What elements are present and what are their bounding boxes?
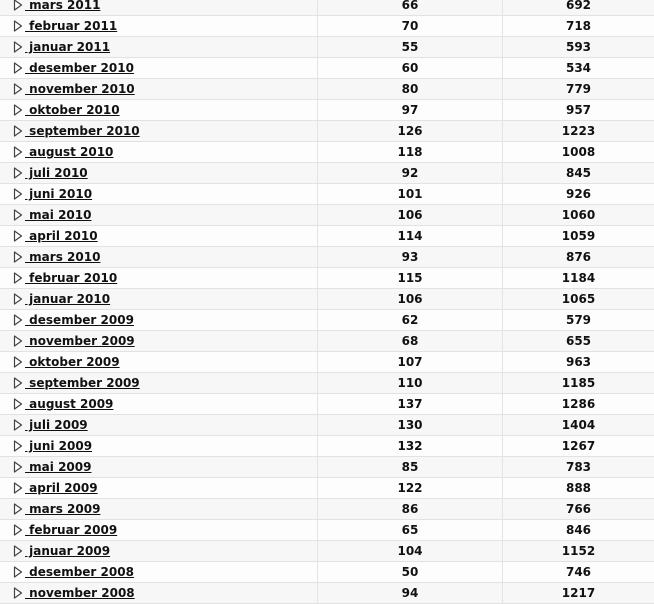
month-link[interactable]: mai 2009 xyxy=(25,460,92,474)
month-link[interactable]: april 2009 xyxy=(25,481,98,495)
month-cell[interactable] xyxy=(0,331,318,351)
views-cell xyxy=(503,478,654,498)
views-value: 1217 xyxy=(561,586,596,600)
views-cell xyxy=(503,121,654,141)
month-cell[interactable] xyxy=(0,205,318,225)
visits-cell xyxy=(318,37,503,57)
visits-value: 92 xyxy=(401,166,419,180)
triangle-right-icon[interactable] xyxy=(13,251,23,263)
table-row xyxy=(0,499,654,520)
visits-value: 62 xyxy=(401,313,419,327)
month-cell[interactable] xyxy=(0,184,318,204)
triangle-right-icon[interactable] xyxy=(13,314,23,326)
views-cell xyxy=(503,205,654,225)
visits-value: 50 xyxy=(401,565,419,579)
month-cell[interactable] xyxy=(0,583,318,603)
month-cell[interactable] xyxy=(0,163,318,183)
views-value: 779 xyxy=(565,82,592,96)
views-value: 534 xyxy=(565,61,592,75)
month-link[interactable]: september 2009 xyxy=(25,376,140,390)
visits-value: 97 xyxy=(401,103,419,117)
visits-cell xyxy=(318,499,503,519)
table-row xyxy=(0,310,654,331)
views-cell xyxy=(503,520,654,540)
month-link[interactable]: juli 2009 xyxy=(25,418,88,432)
month-link[interactable]: august 2010 xyxy=(25,145,114,159)
triangle-right-icon[interactable] xyxy=(13,0,23,11)
triangle-right-icon[interactable] xyxy=(13,482,23,494)
visits-cell xyxy=(318,436,503,456)
views-cell xyxy=(503,436,654,456)
table-row xyxy=(0,520,654,541)
table-row xyxy=(0,457,654,478)
views-value: 1065 xyxy=(561,292,596,306)
visits-cell xyxy=(318,457,503,477)
table-row xyxy=(0,58,654,79)
month-cell[interactable] xyxy=(0,16,318,36)
table-row xyxy=(0,415,654,436)
triangle-right-icon[interactable] xyxy=(13,209,23,221)
triangle-right-icon[interactable] xyxy=(13,41,23,53)
views-value: 957 xyxy=(565,103,592,117)
visits-cell xyxy=(318,16,503,36)
month-link[interactable]: februar 2010 xyxy=(25,271,118,285)
visits-value: 110 xyxy=(397,376,423,390)
triangle-right-icon[interactable] xyxy=(13,545,23,557)
visits-cell xyxy=(318,226,503,246)
views-value: 1185 xyxy=(561,376,596,390)
triangle-right-icon[interactable] xyxy=(13,293,23,305)
table-row xyxy=(0,373,654,394)
visits-cell xyxy=(318,121,503,141)
views-cell xyxy=(503,541,654,561)
table-row xyxy=(0,247,654,268)
visits-cell xyxy=(318,310,503,330)
views-cell xyxy=(503,163,654,183)
month-link[interactable]: september 2010 xyxy=(25,124,140,138)
visits-cell xyxy=(318,79,503,99)
visits-value: 80 xyxy=(401,82,419,96)
views-cell xyxy=(503,268,654,288)
triangle-right-icon[interactable] xyxy=(13,20,23,32)
visits-cell xyxy=(318,373,503,393)
table-row xyxy=(0,226,654,247)
views-value: 926 xyxy=(565,187,592,201)
views-value: 1267 xyxy=(561,439,596,453)
month-link[interactable]: juni 2010 xyxy=(25,187,93,201)
visits-value: 86 xyxy=(401,502,419,516)
table-row xyxy=(0,100,654,121)
table-row xyxy=(0,268,654,289)
visits-value: 137 xyxy=(397,397,423,411)
table-row xyxy=(0,205,654,226)
month-link[interactable]: april 2010 xyxy=(25,229,98,243)
month-link[interactable]: august 2009 xyxy=(25,397,114,411)
views-value: 963 xyxy=(565,355,592,369)
triangle-right-icon[interactable] xyxy=(13,524,23,536)
views-cell xyxy=(503,310,654,330)
views-cell xyxy=(503,499,654,519)
month-link[interactable]: desember 2010 xyxy=(25,61,134,75)
triangle-right-icon[interactable] xyxy=(13,188,23,200)
table-row xyxy=(0,184,654,205)
views-cell xyxy=(503,0,654,15)
views-cell xyxy=(503,562,654,582)
views-value: 1184 xyxy=(561,271,596,285)
visits-value: 70 xyxy=(401,19,419,33)
visits-value: 122 xyxy=(397,481,423,495)
visits-cell xyxy=(318,352,503,372)
table-row xyxy=(0,541,654,562)
month-link[interactable]: mars 2010 xyxy=(25,250,101,264)
triangle-right-icon[interactable] xyxy=(13,440,23,452)
triangle-right-icon[interactable] xyxy=(13,146,23,158)
views-value: 579 xyxy=(565,313,592,327)
views-value: 783 xyxy=(565,460,592,474)
visits-value: 118 xyxy=(397,145,423,159)
visits-cell xyxy=(318,415,503,435)
views-value: 888 xyxy=(565,481,592,495)
visits-cell xyxy=(318,184,503,204)
visits-value: 106 xyxy=(397,292,423,306)
visits-cell xyxy=(318,289,503,309)
visits-value: 130 xyxy=(397,418,423,432)
month-cell[interactable] xyxy=(0,457,318,477)
month-link[interactable]: juni 2009 xyxy=(25,439,93,453)
month-cell[interactable] xyxy=(0,541,318,561)
month-link[interactable]: mars 2009 xyxy=(25,502,101,516)
month-cell[interactable] xyxy=(0,247,318,267)
visits-value: 107 xyxy=(397,355,423,369)
triangle-right-icon[interactable] xyxy=(13,104,23,116)
visits-cell xyxy=(318,58,503,78)
month-link[interactable]: januar 2011 xyxy=(25,40,111,54)
views-value: 1060 xyxy=(561,208,596,222)
table-row xyxy=(0,583,654,604)
month-link[interactable]: oktober 2009 xyxy=(25,355,120,369)
visits-value: 65 xyxy=(401,523,419,537)
views-value: 876 xyxy=(565,250,592,264)
month-link[interactable]: november 2010 xyxy=(25,82,135,96)
visits-value: 55 xyxy=(401,40,419,54)
visits-value: 93 xyxy=(401,250,419,264)
table-row xyxy=(0,289,654,310)
visits-value: 106 xyxy=(397,208,423,222)
visits-value: 114 xyxy=(397,229,423,243)
triangle-right-icon[interactable] xyxy=(13,167,23,179)
table-row xyxy=(0,562,654,583)
visits-value: 126 xyxy=(397,124,423,138)
views-value: 1223 xyxy=(561,124,596,138)
month-link[interactable]: juli 2010 xyxy=(25,166,88,180)
triangle-right-icon[interactable] xyxy=(13,503,23,515)
month-link[interactable]: desember 2009 xyxy=(25,313,134,327)
visits-value: 60 xyxy=(401,61,419,75)
month-cell[interactable] xyxy=(0,226,318,246)
month-cell[interactable] xyxy=(0,415,318,435)
month-link[interactable]: februar 2009 xyxy=(25,523,118,537)
month-cell[interactable] xyxy=(0,310,318,330)
table-row xyxy=(0,436,654,457)
month-cell[interactable] xyxy=(0,352,318,372)
month-cell[interactable] xyxy=(0,289,318,309)
visits-cell xyxy=(318,478,503,498)
month-cell[interactable] xyxy=(0,37,318,57)
table-row xyxy=(0,0,654,16)
triangle-right-icon[interactable] xyxy=(13,587,23,599)
visits-cell xyxy=(318,583,503,603)
table-row xyxy=(0,16,654,37)
month-link[interactable]: november 2009 xyxy=(25,334,135,348)
table-row xyxy=(0,121,654,142)
table-row xyxy=(0,478,654,499)
triangle-right-icon[interactable] xyxy=(13,230,23,242)
triangle-right-icon[interactable] xyxy=(13,272,23,284)
month-cell[interactable] xyxy=(0,0,318,15)
views-value: 1059 xyxy=(561,229,596,243)
views-cell xyxy=(503,331,654,351)
month-cell[interactable] xyxy=(0,268,318,288)
month-link[interactable]: januar 2009 xyxy=(25,544,111,558)
month-link[interactable]: januar 2010 xyxy=(25,292,111,306)
month-link[interactable]: oktober 2010 xyxy=(25,103,120,117)
month-cell[interactable] xyxy=(0,520,318,540)
visits-value: 85 xyxy=(401,460,419,474)
month-link[interactable]: mai 2010 xyxy=(25,208,92,222)
views-cell xyxy=(503,415,654,435)
visits-cell xyxy=(318,205,503,225)
views-cell xyxy=(503,457,654,477)
visits-value: 132 xyxy=(397,439,423,453)
month-link[interactable]: desember 2008 xyxy=(25,565,134,579)
triangle-right-icon[interactable] xyxy=(13,566,23,578)
month-link[interactable]: februar 2011 xyxy=(25,19,118,33)
table-row xyxy=(0,79,654,100)
views-cell xyxy=(503,289,654,309)
views-value: 1152 xyxy=(561,544,596,558)
month-cell[interactable] xyxy=(0,121,318,141)
month-cell[interactable] xyxy=(0,79,318,99)
views-cell xyxy=(503,142,654,162)
month-cell[interactable] xyxy=(0,394,318,414)
table-row xyxy=(0,163,654,184)
month-cell[interactable] xyxy=(0,100,318,120)
views-value: 1404 xyxy=(561,418,596,432)
visits-cell xyxy=(318,268,503,288)
visits-cell xyxy=(318,163,503,183)
views-value: 655 xyxy=(565,334,592,348)
visits-cell xyxy=(318,0,503,15)
views-cell xyxy=(503,37,654,57)
month-cell[interactable] xyxy=(0,436,318,456)
views-cell xyxy=(503,184,654,204)
views-value: 1008 xyxy=(561,145,596,159)
table-row xyxy=(0,352,654,373)
views-cell xyxy=(503,79,654,99)
visits-value: 66 xyxy=(401,0,419,12)
views-cell xyxy=(503,16,654,36)
month-cell[interactable] xyxy=(0,373,318,393)
triangle-right-icon[interactable] xyxy=(13,461,23,473)
visits-cell xyxy=(318,541,503,561)
visits-cell xyxy=(318,247,503,267)
triangle-right-icon[interactable] xyxy=(13,356,23,368)
table-row xyxy=(0,331,654,352)
views-value: 845 xyxy=(565,166,592,180)
triangle-right-icon[interactable] xyxy=(13,125,23,137)
visits-cell xyxy=(318,520,503,540)
month-cell[interactable] xyxy=(0,58,318,78)
month-cell[interactable] xyxy=(0,562,318,582)
visits-value: 104 xyxy=(397,544,423,558)
triangle-right-icon[interactable] xyxy=(13,83,23,95)
views-value: 846 xyxy=(565,523,592,537)
table-row xyxy=(0,142,654,163)
views-cell xyxy=(503,247,654,267)
views-cell xyxy=(503,226,654,246)
month-link[interactable]: november 2008 xyxy=(25,586,135,600)
visits-value: 115 xyxy=(397,271,423,285)
visits-cell xyxy=(318,394,503,414)
triangle-right-icon[interactable] xyxy=(13,62,23,74)
visits-cell xyxy=(318,562,503,582)
visits-value: 68 xyxy=(401,334,419,348)
month-cell[interactable] xyxy=(0,142,318,162)
triangle-right-icon[interactable] xyxy=(13,419,23,431)
month-link[interactable]: mars 2011 xyxy=(25,0,101,12)
views-cell xyxy=(503,100,654,120)
views-value: 718 xyxy=(565,19,592,33)
visits-value: 101 xyxy=(397,187,423,201)
views-value: 593 xyxy=(565,40,592,54)
month-cell[interactable] xyxy=(0,499,318,519)
visits-cell xyxy=(318,100,503,120)
views-cell xyxy=(503,583,654,603)
views-value: 692 xyxy=(565,0,592,12)
table-row xyxy=(0,37,654,58)
table-row xyxy=(0,394,654,415)
triangle-right-icon[interactable] xyxy=(13,335,23,347)
views-value: 1286 xyxy=(561,397,596,411)
triangle-right-icon[interactable] xyxy=(13,377,23,389)
views-value: 746 xyxy=(565,565,592,579)
visits-cell xyxy=(318,331,503,351)
views-value: 766 xyxy=(565,502,592,516)
month-cell[interactable] xyxy=(0,478,318,498)
views-cell xyxy=(503,58,654,78)
views-cell xyxy=(503,352,654,372)
visits-value: 94 xyxy=(401,586,419,600)
views-cell xyxy=(503,394,654,414)
views-cell xyxy=(503,373,654,393)
triangle-right-icon[interactable] xyxy=(13,398,23,410)
visits-cell xyxy=(318,142,503,162)
